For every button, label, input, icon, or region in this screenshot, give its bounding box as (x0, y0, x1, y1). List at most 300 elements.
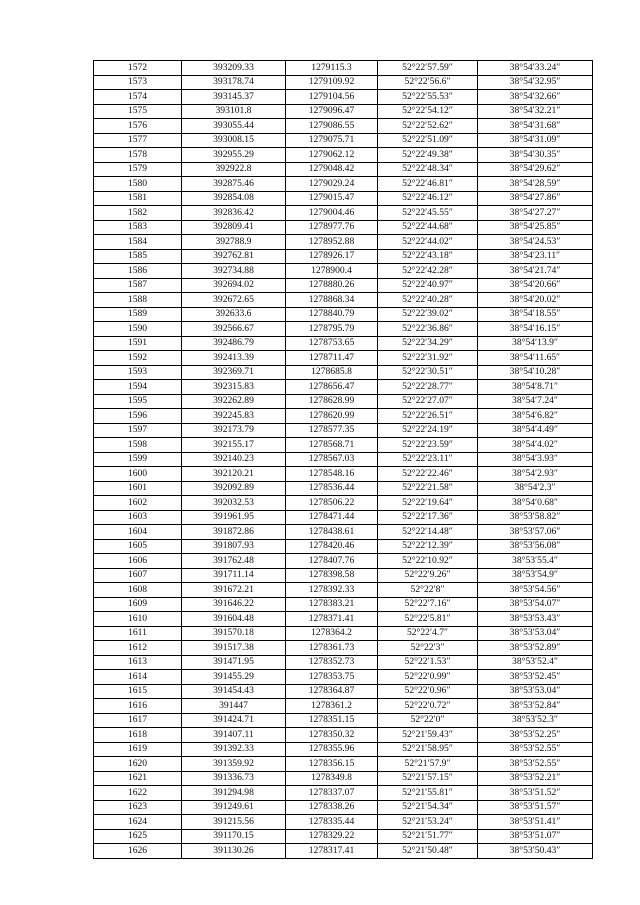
point-number-cell: 1602 (94, 496, 182, 511)
y-coordinate-cell: 1278420.46 (286, 539, 378, 554)
point-number-cell: 1607 (94, 568, 182, 583)
longitude-cell: 38°54′23.11″ (478, 249, 593, 264)
y-coordinate-cell: 1278952.88 (286, 235, 378, 250)
longitude-cell: 38°54′2.3″ (478, 481, 593, 496)
longitude-cell: 38°53′52.89″ (478, 641, 593, 656)
point-number-cell: 1575 (94, 104, 182, 119)
table-row (94, 336, 593, 351)
table-row (94, 365, 593, 380)
x-coordinate-cell: 391672.21 (182, 583, 286, 598)
x-coordinate-cell: 392788.9 (182, 235, 286, 250)
latitude-cell: 52°21′50.48″ (378, 844, 478, 859)
x-coordinate-cell: 393209.33 (182, 61, 286, 76)
table-row (94, 380, 593, 395)
x-coordinate-cell: 391517.38 (182, 641, 286, 656)
point-number-cell: 1586 (94, 264, 182, 279)
longitude-cell: 38°54′10.28″ (478, 365, 593, 380)
x-coordinate-cell: 391359.92 (182, 757, 286, 772)
x-coordinate-cell: 392762.81 (182, 249, 286, 264)
longitude-cell: 38°53′52.55″ (478, 742, 593, 757)
x-coordinate-cell: 392032.53 (182, 496, 286, 511)
latitude-cell: 52°22′3″ (378, 641, 478, 656)
longitude-cell: 38°53′53.04″ (478, 626, 593, 641)
point-number-cell: 1611 (94, 626, 182, 641)
latitude-cell: 52°22′14.48″ (378, 525, 478, 540)
table-row (94, 815, 593, 830)
y-coordinate-cell: 1278506.22 (286, 496, 378, 511)
table-row (94, 206, 593, 221)
y-coordinate-cell: 1278351.15 (286, 713, 378, 728)
coordinates-table-body (94, 61, 593, 859)
table-row (94, 394, 593, 409)
table-row (94, 844, 593, 859)
x-coordinate-cell: 391570.18 (182, 626, 286, 641)
latitude-cell: 52°22′40.97″ (378, 278, 478, 293)
point-number-cell: 1595 (94, 394, 182, 409)
table-row (94, 612, 593, 627)
y-coordinate-cell: 1278371.41 (286, 612, 378, 627)
table-row (94, 61, 593, 76)
y-coordinate-cell: 1278753.65 (286, 336, 378, 351)
latitude-cell: 52°22′23.59″ (378, 438, 478, 453)
longitude-cell: 38°53′53.04″ (478, 684, 593, 699)
x-coordinate-cell: 391646.22 (182, 597, 286, 612)
latitude-cell: 52°22′39.02″ (378, 307, 478, 322)
x-coordinate-cell: 392694.02 (182, 278, 286, 293)
x-coordinate-cell: 392672.65 (182, 293, 286, 308)
longitude-cell: 38°53′52.21″ (478, 771, 593, 786)
latitude-cell: 52°22′24.19″ (378, 423, 478, 438)
longitude-cell: 38°53′52.4″ (478, 655, 593, 670)
x-coordinate-cell: 391961.95 (182, 510, 286, 525)
table-row (94, 742, 593, 757)
y-coordinate-cell: 1278353.75 (286, 670, 378, 685)
longitude-cell: 38°53′53.43″ (478, 612, 593, 627)
longitude-cell: 38°53′52.84″ (478, 699, 593, 714)
longitude-cell: 38°54′30.35″ (478, 148, 593, 163)
latitude-cell: 52°22′0.96″ (378, 684, 478, 699)
x-coordinate-cell: 392633.6 (182, 307, 286, 322)
point-number-cell: 1588 (94, 293, 182, 308)
longitude-cell: 38°53′50.43″ (478, 844, 593, 859)
y-coordinate-cell: 1278620.99 (286, 409, 378, 424)
y-coordinate-cell: 1278350.32 (286, 728, 378, 743)
latitude-cell: 52°22′10.92″ (378, 554, 478, 569)
longitude-cell: 38°54′32.95″ (478, 75, 593, 90)
latitude-cell: 52°22′54.12″ (378, 104, 478, 119)
longitude-cell: 38°54′20.02″ (478, 293, 593, 308)
point-number-cell: 1573 (94, 75, 182, 90)
latitude-cell: 52°22′45.55″ (378, 206, 478, 221)
point-number-cell: 1594 (94, 380, 182, 395)
x-coordinate-cell: 393055.44 (182, 119, 286, 134)
point-number-cell: 1624 (94, 815, 182, 830)
latitude-cell: 52°22′28.77″ (378, 380, 478, 395)
point-number-cell: 1614 (94, 670, 182, 685)
point-number-cell: 1590 (94, 322, 182, 337)
table-row (94, 293, 593, 308)
table-row (94, 481, 593, 496)
x-coordinate-cell: 391336.73 (182, 771, 286, 786)
latitude-cell: 52°21′51.77″ (378, 829, 478, 844)
point-number-cell: 1572 (94, 61, 182, 76)
longitude-cell: 38°53′51.52″ (478, 786, 593, 801)
latitude-cell: 52°22′0.72″ (378, 699, 478, 714)
y-coordinate-cell: 1278795.79 (286, 322, 378, 337)
x-coordinate-cell: 391454.43 (182, 684, 286, 699)
table-row (94, 249, 593, 264)
longitude-cell: 38°53′51.07″ (478, 829, 593, 844)
point-number-cell: 1609 (94, 597, 182, 612)
table-row (94, 191, 593, 206)
point-number-cell: 1598 (94, 438, 182, 453)
longitude-cell: 38°53′55.4″ (478, 554, 593, 569)
x-coordinate-cell: 392809.41 (182, 220, 286, 235)
latitude-cell: 52°22′5.81″ (378, 612, 478, 627)
table-row (94, 699, 593, 714)
table-row (94, 597, 593, 612)
latitude-cell: 52°21′59.43″ (378, 728, 478, 743)
point-number-cell: 1616 (94, 699, 182, 714)
table-row (94, 307, 593, 322)
x-coordinate-cell: 391872.86 (182, 525, 286, 540)
point-number-cell: 1587 (94, 278, 182, 293)
latitude-cell: 52°22′0.99″ (378, 670, 478, 685)
y-coordinate-cell: 1278364.87 (286, 684, 378, 699)
y-coordinate-cell: 1278356.15 (286, 757, 378, 772)
latitude-cell: 52°22′34.29″ (378, 336, 478, 351)
x-coordinate-cell: 392836.42 (182, 206, 286, 221)
latitude-cell: 52°22′44.02″ (378, 235, 478, 250)
table-row (94, 757, 593, 772)
point-number-cell: 1617 (94, 713, 182, 728)
y-coordinate-cell: 1278868.34 (286, 293, 378, 308)
latitude-cell: 52°22′21.58″ (378, 481, 478, 496)
latitude-cell: 52°22′12.39″ (378, 539, 478, 554)
table-row (94, 496, 593, 511)
longitude-cell: 38°54′18.55″ (478, 307, 593, 322)
x-coordinate-cell: 393178.74 (182, 75, 286, 90)
x-coordinate-cell: 391447 (182, 699, 286, 714)
x-coordinate-cell: 391170.15 (182, 829, 286, 844)
x-coordinate-cell: 393008.15 (182, 133, 286, 148)
y-coordinate-cell: 1278840.79 (286, 307, 378, 322)
longitude-cell: 38°53′54.07″ (478, 597, 593, 612)
longitude-cell: 38°54′16.15″ (478, 322, 593, 337)
x-coordinate-cell: 393145.37 (182, 90, 286, 105)
point-number-cell: 1623 (94, 800, 182, 815)
x-coordinate-cell: 391294.98 (182, 786, 286, 801)
table-row (94, 626, 593, 641)
longitude-cell: 38°54′13.9″ (478, 336, 593, 351)
latitude-cell: 52°22′27.07″ (378, 394, 478, 409)
point-number-cell: 1606 (94, 554, 182, 569)
table-row (94, 510, 593, 525)
latitude-cell: 52°22′57.59″ (378, 61, 478, 76)
y-coordinate-cell: 1279075.71 (286, 133, 378, 148)
longitude-cell: 38°54′11.65″ (478, 351, 593, 366)
point-number-cell: 1625 (94, 829, 182, 844)
y-coordinate-cell: 1279048.42 (286, 162, 378, 177)
latitude-cell: 52°22′52.62″ (378, 119, 478, 134)
latitude-cell: 52°22′44.68″ (378, 220, 478, 235)
latitude-cell: 52°22′40.28″ (378, 293, 478, 308)
point-number-cell: 1581 (94, 191, 182, 206)
longitude-cell: 38°53′54.9″ (478, 568, 593, 583)
x-coordinate-cell: 391249.61 (182, 800, 286, 815)
y-coordinate-cell: 1278628.99 (286, 394, 378, 409)
point-number-cell: 1577 (94, 133, 182, 148)
longitude-cell: 38°54′29.62″ (478, 162, 593, 177)
y-coordinate-cell: 1278438.61 (286, 525, 378, 540)
y-coordinate-cell: 1278398.58 (286, 568, 378, 583)
point-number-cell: 1613 (94, 655, 182, 670)
point-number-cell: 1608 (94, 583, 182, 598)
latitude-cell: 52°22′43.18″ (378, 249, 478, 264)
x-coordinate-cell: 391130.26 (182, 844, 286, 859)
latitude-cell: 52°22′55.53″ (378, 90, 478, 105)
point-number-cell: 1603 (94, 510, 182, 525)
table-row (94, 539, 593, 554)
y-coordinate-cell: 1279029.24 (286, 177, 378, 192)
x-coordinate-cell: 392875.46 (182, 177, 286, 192)
x-coordinate-cell: 392173.79 (182, 423, 286, 438)
latitude-cell: 52°22′31.92″ (378, 351, 478, 366)
point-number-cell: 1574 (94, 90, 182, 105)
latitude-cell: 52°21′57.9″ (378, 757, 478, 772)
y-coordinate-cell: 1278361.2 (286, 699, 378, 714)
point-number-cell: 1584 (94, 235, 182, 250)
longitude-cell: 38°53′52.45″ (478, 670, 593, 685)
point-number-cell: 1589 (94, 307, 182, 322)
y-coordinate-cell: 1279086.55 (286, 119, 378, 134)
table-row (94, 684, 593, 699)
y-coordinate-cell: 1279062.12 (286, 148, 378, 163)
x-coordinate-cell: 391455.29 (182, 670, 286, 685)
point-number-cell: 1612 (94, 641, 182, 656)
longitude-cell: 38°54′28.59″ (478, 177, 593, 192)
longitude-cell: 38°54′21.74″ (478, 264, 593, 279)
table-row (94, 90, 593, 105)
longitude-cell: 38°54′33.24″ (478, 61, 593, 76)
latitude-cell: 52°22′1.53″ (378, 655, 478, 670)
y-coordinate-cell: 1278383.21 (286, 597, 378, 612)
point-number-cell: 1596 (94, 409, 182, 424)
x-coordinate-cell: 393101.8 (182, 104, 286, 119)
table-row (94, 264, 593, 279)
y-coordinate-cell: 1278355.96 (286, 742, 378, 757)
point-number-cell: 1579 (94, 162, 182, 177)
latitude-cell: 52°22′42.28″ (378, 264, 478, 279)
point-number-cell: 1599 (94, 452, 182, 467)
latitude-cell: 52°21′58.95″ (378, 742, 478, 757)
longitude-cell: 38°53′57.06″ (478, 525, 593, 540)
table-row (94, 322, 593, 337)
latitude-cell: 52°21′55.81″ (378, 786, 478, 801)
y-coordinate-cell: 1278338.26 (286, 800, 378, 815)
x-coordinate-cell: 391407.11 (182, 728, 286, 743)
x-coordinate-cell: 392413.39 (182, 351, 286, 366)
longitude-cell: 38°54′32.21″ (478, 104, 593, 119)
table-row (94, 162, 593, 177)
coordinates-table (93, 60, 593, 859)
y-coordinate-cell: 1278977.76 (286, 220, 378, 235)
table-row (94, 568, 593, 583)
point-number-cell: 1582 (94, 206, 182, 221)
point-number-cell: 1600 (94, 467, 182, 482)
table-row (94, 771, 593, 786)
point-number-cell: 1593 (94, 365, 182, 380)
table-row (94, 467, 593, 482)
table-row (94, 583, 593, 598)
point-number-cell: 1626 (94, 844, 182, 859)
x-coordinate-cell: 392315.83 (182, 380, 286, 395)
point-number-cell: 1621 (94, 771, 182, 786)
point-number-cell: 1615 (94, 684, 182, 699)
x-coordinate-cell: 392245.83 (182, 409, 286, 424)
longitude-cell: 38°54′4.49″ (478, 423, 593, 438)
latitude-cell: 52°22′8″ (378, 583, 478, 598)
longitude-cell: 38°54′27.27″ (478, 206, 593, 221)
longitude-cell: 38°54′31.09″ (478, 133, 593, 148)
point-number-cell: 1610 (94, 612, 182, 627)
longitude-cell: 38°54′3.93″ (478, 452, 593, 467)
x-coordinate-cell: 391215.56 (182, 815, 286, 830)
x-coordinate-cell: 391711.14 (182, 568, 286, 583)
table-row (94, 119, 593, 134)
table-row (94, 75, 593, 90)
table-row (94, 800, 593, 815)
x-coordinate-cell: 392120.21 (182, 467, 286, 482)
y-coordinate-cell: 1279096.47 (286, 104, 378, 119)
y-coordinate-cell: 1278548.16 (286, 467, 378, 482)
y-coordinate-cell: 1278536.44 (286, 481, 378, 496)
x-coordinate-cell: 391762.48 (182, 554, 286, 569)
latitude-cell: 52°21′57.15″ (378, 771, 478, 786)
table-row (94, 670, 593, 685)
longitude-cell: 38°53′52.55″ (478, 757, 593, 772)
x-coordinate-cell: 392369.71 (182, 365, 286, 380)
longitude-cell: 38°54′6.82″ (478, 409, 593, 424)
y-coordinate-cell: 1278407.76 (286, 554, 378, 569)
y-coordinate-cell: 1278335.44 (286, 815, 378, 830)
table-row (94, 148, 593, 163)
point-number-cell: 1620 (94, 757, 182, 772)
table-row (94, 786, 593, 801)
x-coordinate-cell: 392734.88 (182, 264, 286, 279)
table-row (94, 641, 593, 656)
point-number-cell: 1583 (94, 220, 182, 235)
point-number-cell: 1592 (94, 351, 182, 366)
y-coordinate-cell: 1278577.35 (286, 423, 378, 438)
table-row (94, 829, 593, 844)
latitude-cell: 52°22′4.7″ (378, 626, 478, 641)
point-number-cell: 1622 (94, 786, 182, 801)
table-row (94, 235, 593, 250)
longitude-cell: 38°54′25.85″ (478, 220, 593, 235)
x-coordinate-cell: 391471.95 (182, 655, 286, 670)
latitude-cell: 52°22′46.81″ (378, 177, 478, 192)
x-coordinate-cell: 391807.93 (182, 539, 286, 554)
latitude-cell: 52°22′9.26″ (378, 568, 478, 583)
x-coordinate-cell: 391424.71 (182, 713, 286, 728)
point-number-cell: 1601 (94, 481, 182, 496)
y-coordinate-cell: 1278317.41 (286, 844, 378, 859)
x-coordinate-cell: 392140.23 (182, 452, 286, 467)
y-coordinate-cell: 1278337.07 (286, 786, 378, 801)
table-row (94, 525, 593, 540)
table-row (94, 177, 593, 192)
point-number-cell: 1604 (94, 525, 182, 540)
y-coordinate-cell: 1278329.22 (286, 829, 378, 844)
latitude-cell: 52°22′23.11″ (378, 452, 478, 467)
table-row (94, 728, 593, 743)
table-row (94, 438, 593, 453)
point-number-cell: 1605 (94, 539, 182, 554)
latitude-cell: 52°21′53.24″ (378, 815, 478, 830)
latitude-cell: 52°22′48.34″ (378, 162, 478, 177)
longitude-cell: 38°53′56.08″ (478, 539, 593, 554)
point-number-cell: 1591 (94, 336, 182, 351)
y-coordinate-cell: 1278656.47 (286, 380, 378, 395)
latitude-cell: 52°22′0″ (378, 713, 478, 728)
y-coordinate-cell: 1278349.8 (286, 771, 378, 786)
latitude-cell: 52°22′26.51″ (378, 409, 478, 424)
y-coordinate-cell: 1278880.26 (286, 278, 378, 293)
y-coordinate-cell: 1278568.71 (286, 438, 378, 453)
latitude-cell: 52°22′49.38″ (378, 148, 478, 163)
x-coordinate-cell: 392262.89 (182, 394, 286, 409)
longitude-cell: 38°54′20.66″ (478, 278, 593, 293)
y-coordinate-cell: 1278900.4 (286, 264, 378, 279)
longitude-cell: 38°53′51.57″ (478, 800, 593, 815)
table-row (94, 423, 593, 438)
longitude-cell: 38°54′0.68″ (478, 496, 593, 511)
x-coordinate-cell: 391392.33 (182, 742, 286, 757)
y-coordinate-cell: 1278352.73 (286, 655, 378, 670)
x-coordinate-cell: 392566.67 (182, 322, 286, 337)
table-row (94, 452, 593, 467)
longitude-cell: 38°54′27.86″ (478, 191, 593, 206)
longitude-cell: 38°53′58.82″ (478, 510, 593, 525)
table-row (94, 220, 593, 235)
x-coordinate-cell: 391604.48 (182, 612, 286, 627)
longitude-cell: 38°53′54.56″ (478, 583, 593, 598)
x-coordinate-cell: 392955.29 (182, 148, 286, 163)
latitude-cell: 52°22′7.16″ (378, 597, 478, 612)
y-coordinate-cell: 1278711.47 (286, 351, 378, 366)
y-coordinate-cell: 1278926.17 (286, 249, 378, 264)
longitude-cell: 38°54′32.66″ (478, 90, 593, 105)
x-coordinate-cell: 392922.8 (182, 162, 286, 177)
latitude-cell: 52°22′22.46″ (378, 467, 478, 482)
y-coordinate-cell: 1279104.56 (286, 90, 378, 105)
y-coordinate-cell: 1278364.2 (286, 626, 378, 641)
table-row (94, 655, 593, 670)
point-number-cell: 1619 (94, 742, 182, 757)
y-coordinate-cell: 1278361.73 (286, 641, 378, 656)
longitude-cell: 38°54′4.02″ (478, 438, 593, 453)
table-row (94, 713, 593, 728)
latitude-cell: 52°22′30.51″ (378, 365, 478, 380)
longitude-cell: 38°54′8.71″ (478, 380, 593, 395)
latitude-cell: 52°22′17.36″ (378, 510, 478, 525)
longitude-cell: 38°54′24.53″ (478, 235, 593, 250)
longitude-cell: 38°53′52.25″ (478, 728, 593, 743)
table-row (94, 351, 593, 366)
point-number-cell: 1576 (94, 119, 182, 134)
y-coordinate-cell: 1279115.3 (286, 61, 378, 76)
